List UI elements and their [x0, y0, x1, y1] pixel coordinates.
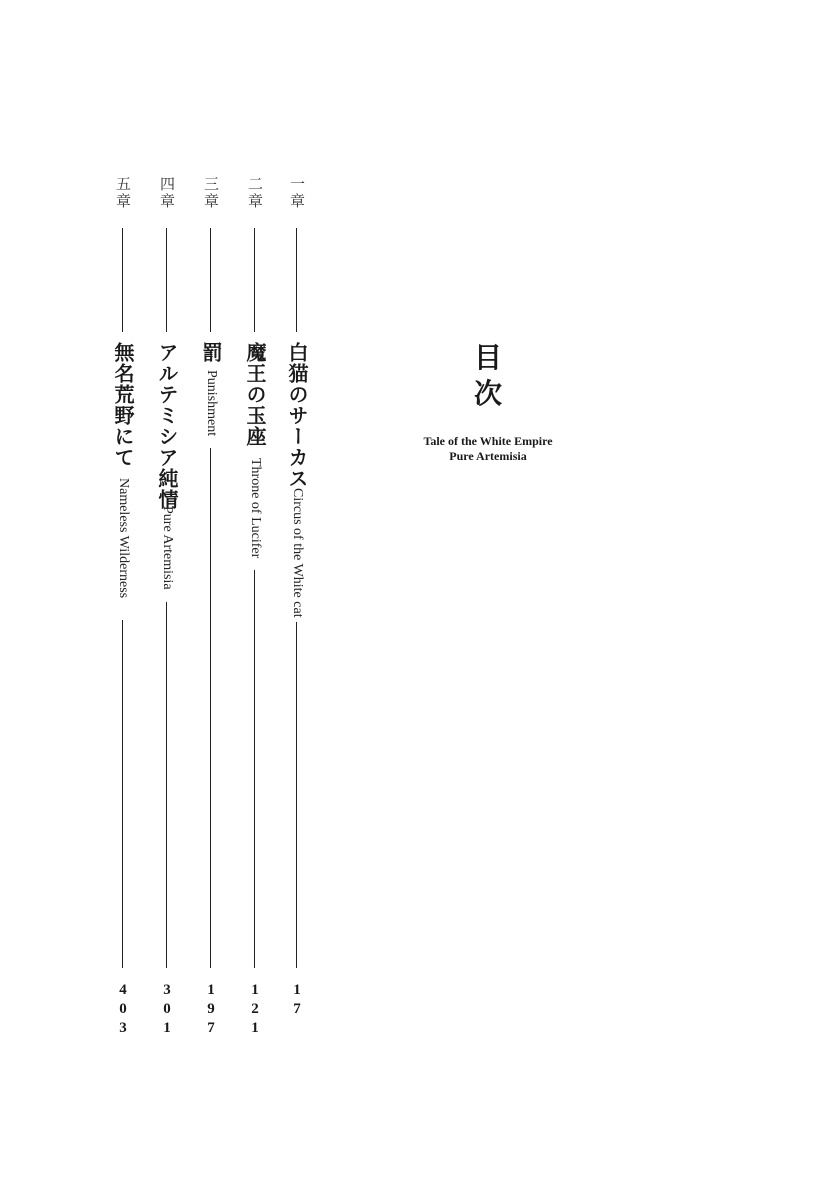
chapter-title-en: Nameless Wilderness [116, 478, 131, 599]
page-number: 403 [115, 982, 131, 1039]
toc-heading [400, 340, 576, 464]
leader-line [254, 570, 255, 968]
page-number: 17 [289, 982, 305, 1020]
toc-title-char-2: 次 [473, 377, 502, 410]
page-number: 301 [159, 982, 175, 1039]
chapter-title-jp: アルテミシア純情 [155, 342, 179, 510]
chapter-entry-2[interactable] [240, 170, 270, 1040]
leader-line [210, 228, 211, 332]
toc-title-char-1: 目 [473, 341, 502, 374]
leader-line [122, 228, 123, 332]
chapter-entry-4[interactable] [152, 170, 182, 1040]
leader-line [210, 448, 211, 968]
page-number: 197 [203, 982, 219, 1039]
chapter-entry-3[interactable] [196, 170, 226, 1040]
page-number: 121 [247, 982, 263, 1039]
chapter-title-jp: 白猫のサーカス [285, 342, 309, 489]
chapter-entry-5[interactable] [108, 170, 138, 1040]
chapter-entry-1[interactable] [282, 170, 312, 1040]
leader-line [296, 622, 297, 968]
toc-subtitle-line-2: Pure Artemisia [449, 449, 527, 463]
chapter-number: 一章 [288, 176, 306, 210]
chapter-title-en: Pure Artemisia [160, 506, 175, 590]
chapter-title-en: Throne of Lucifer [248, 458, 263, 559]
leader-line [122, 620, 123, 968]
leader-line [254, 228, 255, 332]
chapter-title-jp: 罰 [199, 342, 223, 363]
chapter-number: 三章 [202, 176, 220, 210]
chapter-number: 四章 [158, 176, 176, 210]
toc-subtitle-line-1: Tale of the White Empire [423, 434, 553, 448]
chapter-number: 五章 [114, 176, 132, 210]
chapter-number: 二章 [246, 176, 264, 210]
leader-line [166, 602, 167, 968]
chapter-title-jp: 無名荒野にて [111, 342, 135, 468]
leader-line [166, 228, 167, 332]
chapter-title-jp: 魔王の玉座 [243, 342, 267, 447]
chapter-title-en: Circus of the White cat [290, 488, 305, 618]
leader-line [296, 228, 297, 332]
chapter-title-en: Punishment [204, 370, 219, 437]
